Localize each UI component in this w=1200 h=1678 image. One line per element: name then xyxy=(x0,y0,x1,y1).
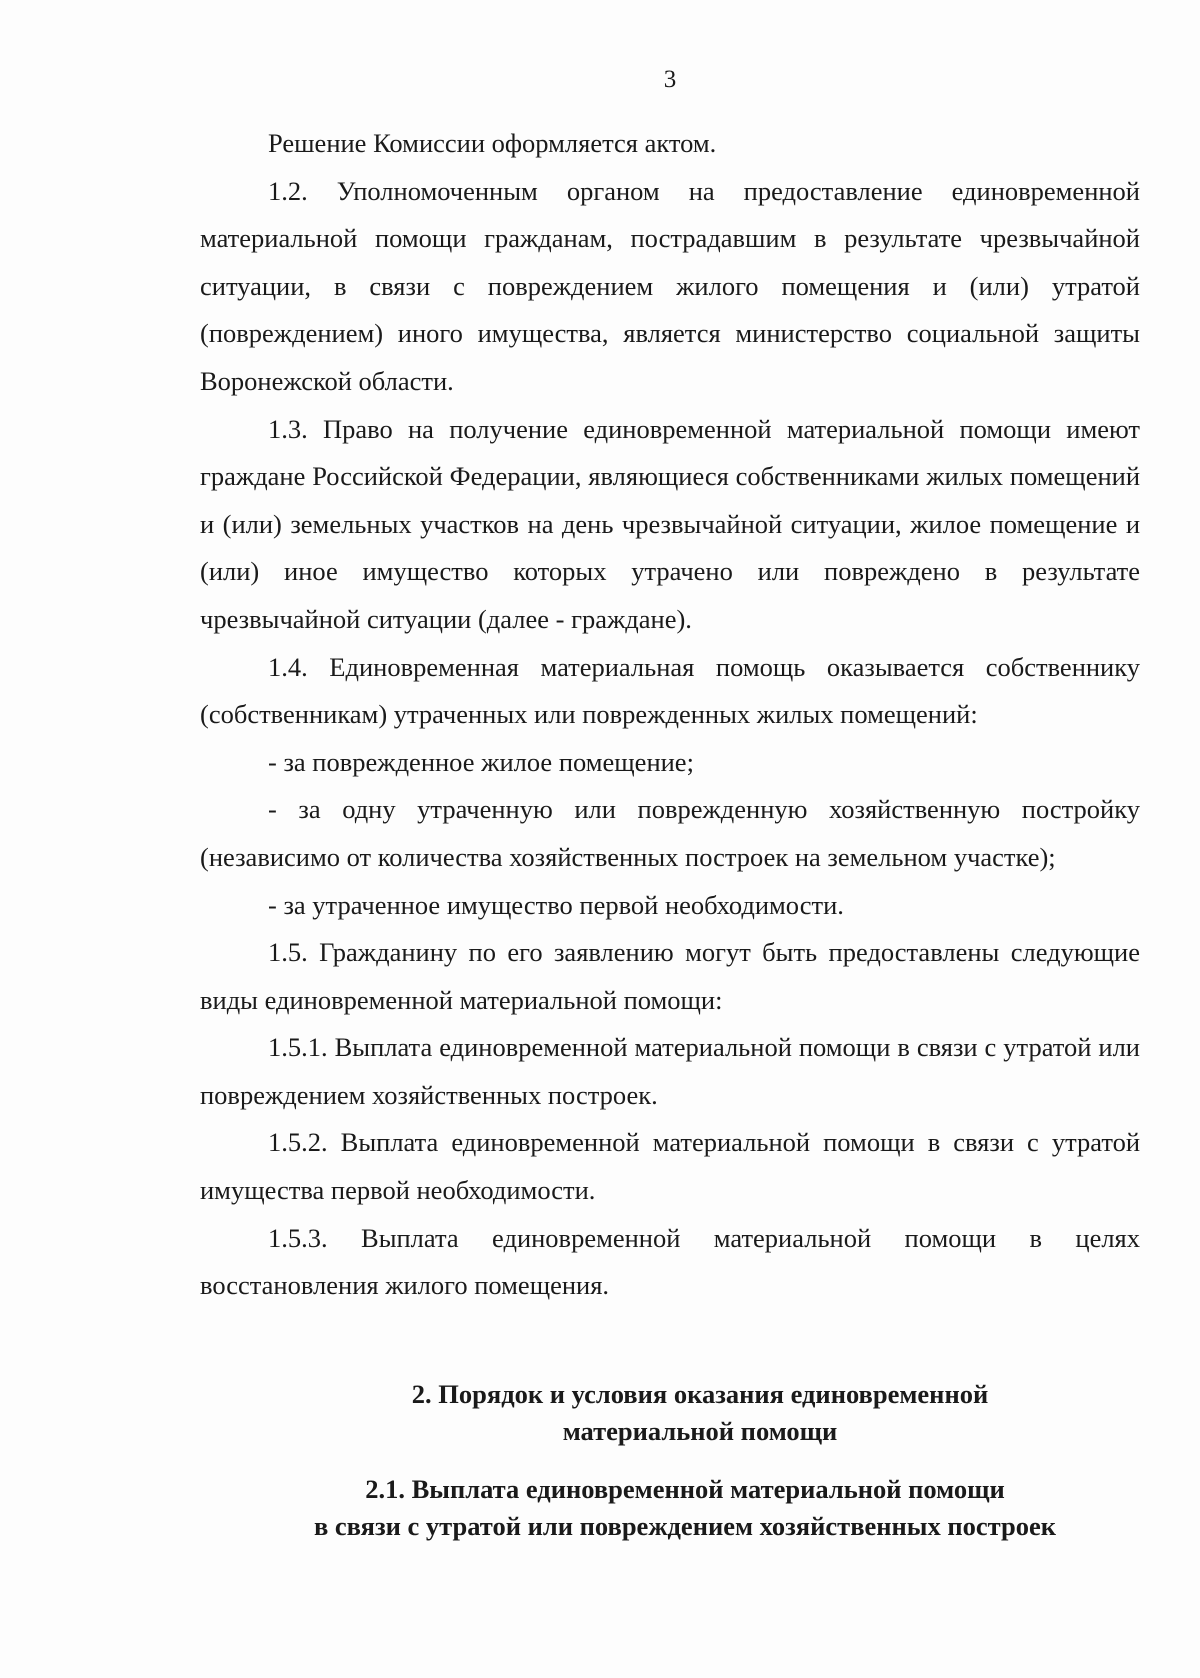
paragraph-1-5-1: 1.5.1. Выплата единовременной материальной помощи в связи с утратой или повреждением хозяйственных построек. xyxy=(200,1032,1140,1110)
paragraph-1-2: 1.2. Уполномоченным органом на предоставление единовременной материальной помощи гражданам, пострадавшим в результате чрезвычайной ситуации, в связи с повреждением жилого помещения и (или) утратой (повреждением) иного имущества, является министерство социальной защиты Воронежской области. xyxy=(200,175,1140,396)
paragraph-1-5: 1.5. Гражданину по его заявлению могут быть предоставлены следующие виды единовременной материальной помощи: xyxy=(200,937,1140,1015)
subsection-heading-line-1: 2.1. Выплата единовременной материальной помощи xyxy=(365,1474,1005,1504)
paragraph-1-3: 1.3. Право на получение единовременной материальной помощи имеют граждане Российской Федерации, являющиеся собственниками жилых помещений и (или) земельных участков на день чрезвычайной ситуации, жилое помещение и (или) иное имущество которых утрачено или повреждено в результате чрезвычайной ситуации (далее - граждане). xyxy=(200,413,1140,634)
page-number: 3 xyxy=(663,66,677,93)
section-heading-line-1: 2. Порядок и условия оказания единовременной xyxy=(411,1379,989,1409)
document-body xyxy=(200,120,1140,1310)
list-item-damaged-housing: - за поврежденное жилое помещение; xyxy=(268,746,694,777)
paragraph-1-5-2: 1.5.2. Выплата единовременной материальной помощи в связи с утратой имущества первой необходимости. xyxy=(200,1127,1140,1206)
paragraph-1-5-3: 1.5.3. Выплата единовременной материальной помощи в целях восстановления жилого помещения. xyxy=(200,1222,1140,1301)
subsection-heading-2-1 xyxy=(230,1471,1140,1545)
section-heading-line-2: материальной помощи xyxy=(562,1416,838,1446)
list-item-outbuilding: - за одну утраченную или поврежденную хозяйственную постройку (независимо от количества хозяйственных построек на земельном участке); xyxy=(200,794,1140,872)
paragraph-1-4: 1.4. Единовременная материальная помощь оказывается собственнику (собственникам) утраченных или поврежденных жилых помещений: xyxy=(200,651,1140,730)
section-heading-2 xyxy=(260,1376,1140,1450)
list-item-essential-property: - за утраченное имущество первой необходимости. xyxy=(268,889,844,920)
paragraph-commission-decision: Решение Комиссии оформляется актом. xyxy=(268,128,717,158)
subsection-heading-line-2: в связи с утратой или повреждением хозяйственных построек xyxy=(313,1511,1057,1541)
